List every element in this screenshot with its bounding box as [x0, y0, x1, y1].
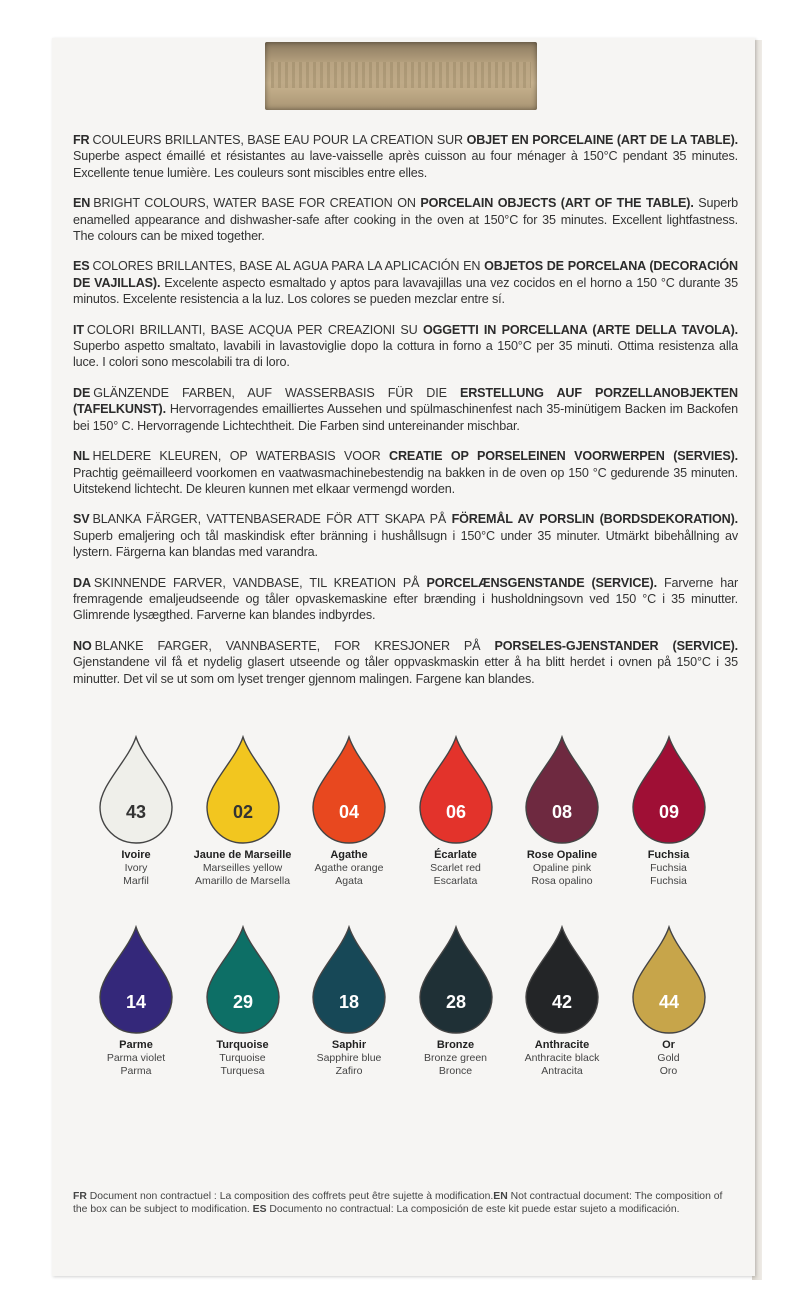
color-name: Agathe: [330, 849, 368, 861]
drop-shape: [207, 737, 279, 843]
color-name-es: Fuchsia: [650, 875, 687, 887]
color-swatch: [401, 735, 511, 888]
drop-shape: [420, 927, 492, 1033]
color-name-en: Agathe orange: [314, 862, 384, 874]
color-name-es: Oro: [659, 1065, 678, 1077]
paragraph-no: NO BLANKE FARGER, VANNBASERTE, FOR KRESJONER PÅ PORSELES-GJENSTANDER (SERVICE). Gjenstandene vil få et nydelig glasert utseende og tåler oppvaskmaskin etter å ha blitt herdet i ovnen på 150°C i 35 minutter. Det vil se ut som om lyset trenger gjennom malingen. Fargene kan blandes.: [73, 638, 738, 686]
color-number: 02: [232, 802, 253, 822]
color-number: 42: [551, 992, 573, 1012]
drop-shape: [100, 927, 172, 1033]
color-swatch: [507, 735, 617, 888]
color-name-en: Bronze green: [423, 1052, 488, 1064]
color-swatch: [81, 925, 191, 1078]
color-name: Rose Opaline: [526, 849, 598, 861]
color-name: Or: [662, 1039, 675, 1051]
disclaimer-footnote: FR Document non contractuel : La composition des coffrets peut être sujette à modification.EN Not contractual document: The composition of the box can be subject to modification. ES Documento no contractual: La composición de este kit puede estar sujeto a modificación.: [73, 1191, 723, 1215]
paragraph-es: ES COLORES BRILLANTES, BASE AL AGUA PARA LA APLICACIÓN EN OBJETOS DE PORCELANA (DECORACIÓN DE VAJILLAS). Excelente aspecto esmaltado y aptos para lavavajillas una vez cocidos en el horno a 150 °C durante 35 minutos. Excelente resistencia a la luz. Los colores se pueden mezclar entre sí.: [73, 259, 738, 307]
drop-shape: [313, 737, 385, 843]
color-name-es: Zafiro: [335, 1065, 363, 1077]
color-number: 08: [551, 802, 573, 822]
color-name-es: Marfil: [123, 875, 149, 887]
color-name-en: Sapphire blue: [316, 1052, 382, 1064]
color-swatch: [294, 925, 404, 1078]
color-number: 18: [338, 992, 360, 1012]
paragraph-it: IT COLORI BRILLANTI, BASE ACQUA PER CREAZIONI SU OGGETTI IN PORCELLANA (ARTE DELLA TAVOLA). Superbo aspetto smaltato, lavabili in lavastoviglie dopo la cottura in forno a 150°C per 35 minuti. Ottima resistenza alla luce. I colori sono mescolabili tra di loro.: [73, 322, 738, 370]
color-swatch: [188, 925, 298, 1078]
color-name-en: Marseilles yellow: [202, 862, 283, 874]
drop-shape: [313, 927, 385, 1033]
color-name-es: Antracita: [541, 1065, 583, 1077]
drop-shape: [633, 927, 705, 1033]
paint-drop-icon: [98, 735, 174, 845]
color-number: 28: [445, 992, 466, 1012]
paint-drop-icon: [205, 925, 281, 1035]
drop-shape: [526, 737, 598, 843]
paint-drop-icon: [418, 925, 494, 1035]
color-swatch: [507, 925, 617, 1078]
color-swatch: [81, 735, 191, 888]
color-name-en: Fuchsia: [650, 862, 687, 874]
color-number: 14: [125, 992, 147, 1012]
color-name: Saphir: [331, 1039, 367, 1051]
paint-drop-icon: [631, 925, 707, 1035]
color-swatch: [294, 735, 404, 888]
color-name-es: Bronce: [438, 1065, 473, 1077]
paragraph-sv: SV BLANKA FÄRGER, VATTENBASERADE FÖR ATT SKAPA PÅ FÖREMÅL AV PORSLIN (BORDSDEKORATION). Superb emaljering och tål maskindisk efter bränning i hushållsugn i 150°C under 35 minuter. Utmärkt bibehållning av lystern. Färgerna kan blandas med varandra.: [73, 512, 738, 560]
paint-drop-icon: [311, 925, 387, 1035]
color-name: Écarlate: [434, 849, 477, 861]
drop-shape: [526, 927, 598, 1033]
color-name-en: Parma violet: [106, 1052, 166, 1064]
paint-drop-icon: [98, 925, 174, 1035]
color-swatch: [401, 925, 511, 1078]
color-number: 29: [232, 992, 253, 1012]
paint-drop-icon: [524, 735, 600, 845]
drop-shape: [633, 737, 705, 843]
drop-shape: [207, 927, 279, 1033]
color-name-en: Ivory: [124, 862, 148, 874]
paragraph-fr: FR COULEURS BRILLANTES, BASE EAU POUR LA CREATION SUR OBJET EN PORCELAINE (ART DE LA TABLE). Superbe aspect émaillé et résistantes au lave-vaisselle après cuisson au four ménager à 150°C pendant 35 minutes. Excellente tenue lumière. Les couleurs sont miscibles entre elles.: [73, 133, 739, 180]
drop-shape: [420, 737, 492, 843]
color-name-es: Escarlata: [433, 875, 478, 887]
cardboard-slot-image: [265, 42, 537, 110]
color-name-en: Turquoise: [219, 1052, 266, 1064]
color-number: 09: [658, 802, 679, 822]
color-number: 43: [125, 802, 147, 822]
paragraph-nl: NL HELDERE KLEUREN, OP WATERBASIS VOOR CREATIE OP PORSELEINEN VOORWERPEN (SERVIES). Prachtig geëmailleerd voorkomen en vaatwasmachinebestendig na bakken in de oven op 150 °C gedurende 35 minuten. Uitstekend lichtecht. De kleuren kunnen met elkaar vermengd worden.: [73, 449, 739, 496]
color-name: Anthracite: [534, 1039, 590, 1051]
color-swatch: [188, 735, 298, 888]
color-name-en: Gold: [657, 1052, 680, 1064]
color-name: Turquoise: [216, 1039, 269, 1051]
drop-shape: [100, 737, 172, 843]
color-name: Ivoire: [121, 849, 151, 861]
color-name-es: Rosa opalino: [531, 875, 593, 887]
color-name-es: Agata: [335, 875, 363, 887]
color-name-en: Opaline pink: [532, 862, 592, 874]
color-name: Bronze: [436, 1039, 475, 1051]
color-name-en: Anthracite black: [524, 1052, 600, 1064]
color-name-en: Scarlet red: [430, 862, 481, 874]
color-name: Parme: [119, 1039, 153, 1051]
color-number: 04: [338, 802, 360, 822]
paragraph-de: DE GLÄNZENDE FARBEN, AUF WASSERBASIS FÜR DIE ERSTELLUNG AUF PORZELLANOBJEKTEN (TAFELKUNST). Hervorragendes emailliertes Aussehen und spülmaschinenfest nach 35-minütigem Backen im Backofen bei 150° C. Hervorragende Lichtechtheit. Die Farben sind untereinander mischbar.: [73, 385, 738, 433]
color-name-es: Parma: [120, 1065, 152, 1077]
color-number: 06: [445, 802, 466, 822]
color-name: Jaune de Marseille: [193, 849, 292, 861]
paragraph-en: EN BRIGHT COLOURS, WATER BASE FOR CREATION ON PORCELAIN OBJECTS (ART OF THE TABLE). Superb enamelled appearance and dishwasher-safe after cooking in the oven at 150°C for 35 minutes. Excellent lightfastness. The colours can be mixed together.: [73, 196, 738, 244]
color-name-es: Amarillo de Marsella: [194, 875, 291, 887]
color-swatch: [614, 925, 724, 1078]
paint-drop-icon: [631, 735, 707, 845]
paint-drop-icon: [418, 735, 494, 845]
paint-drop-icon: [205, 735, 281, 845]
color-number: 44: [658, 992, 679, 1012]
paragraph-da: DA SKINNENDE FARVER, VANDBASE, TIL KREATION PÅ PORCELÆNSGENSTANDE (SERVICE). Farverne har fremragende emaljeudseende og tåler opvaskemaskine efter brænding i husholdningsovn ved 150 °C i 35 minutter. Glimrende lysægthed. Farverne kan blandes indbyrdes.: [73, 575, 738, 623]
color-swatch: [614, 735, 724, 888]
color-name: Fuchsia: [647, 849, 690, 861]
color-name-es: Turquesa: [220, 1065, 265, 1077]
description-section: [73, 132, 738, 701]
paint-drop-icon: [524, 925, 600, 1035]
paint-drop-icon: [311, 735, 387, 845]
